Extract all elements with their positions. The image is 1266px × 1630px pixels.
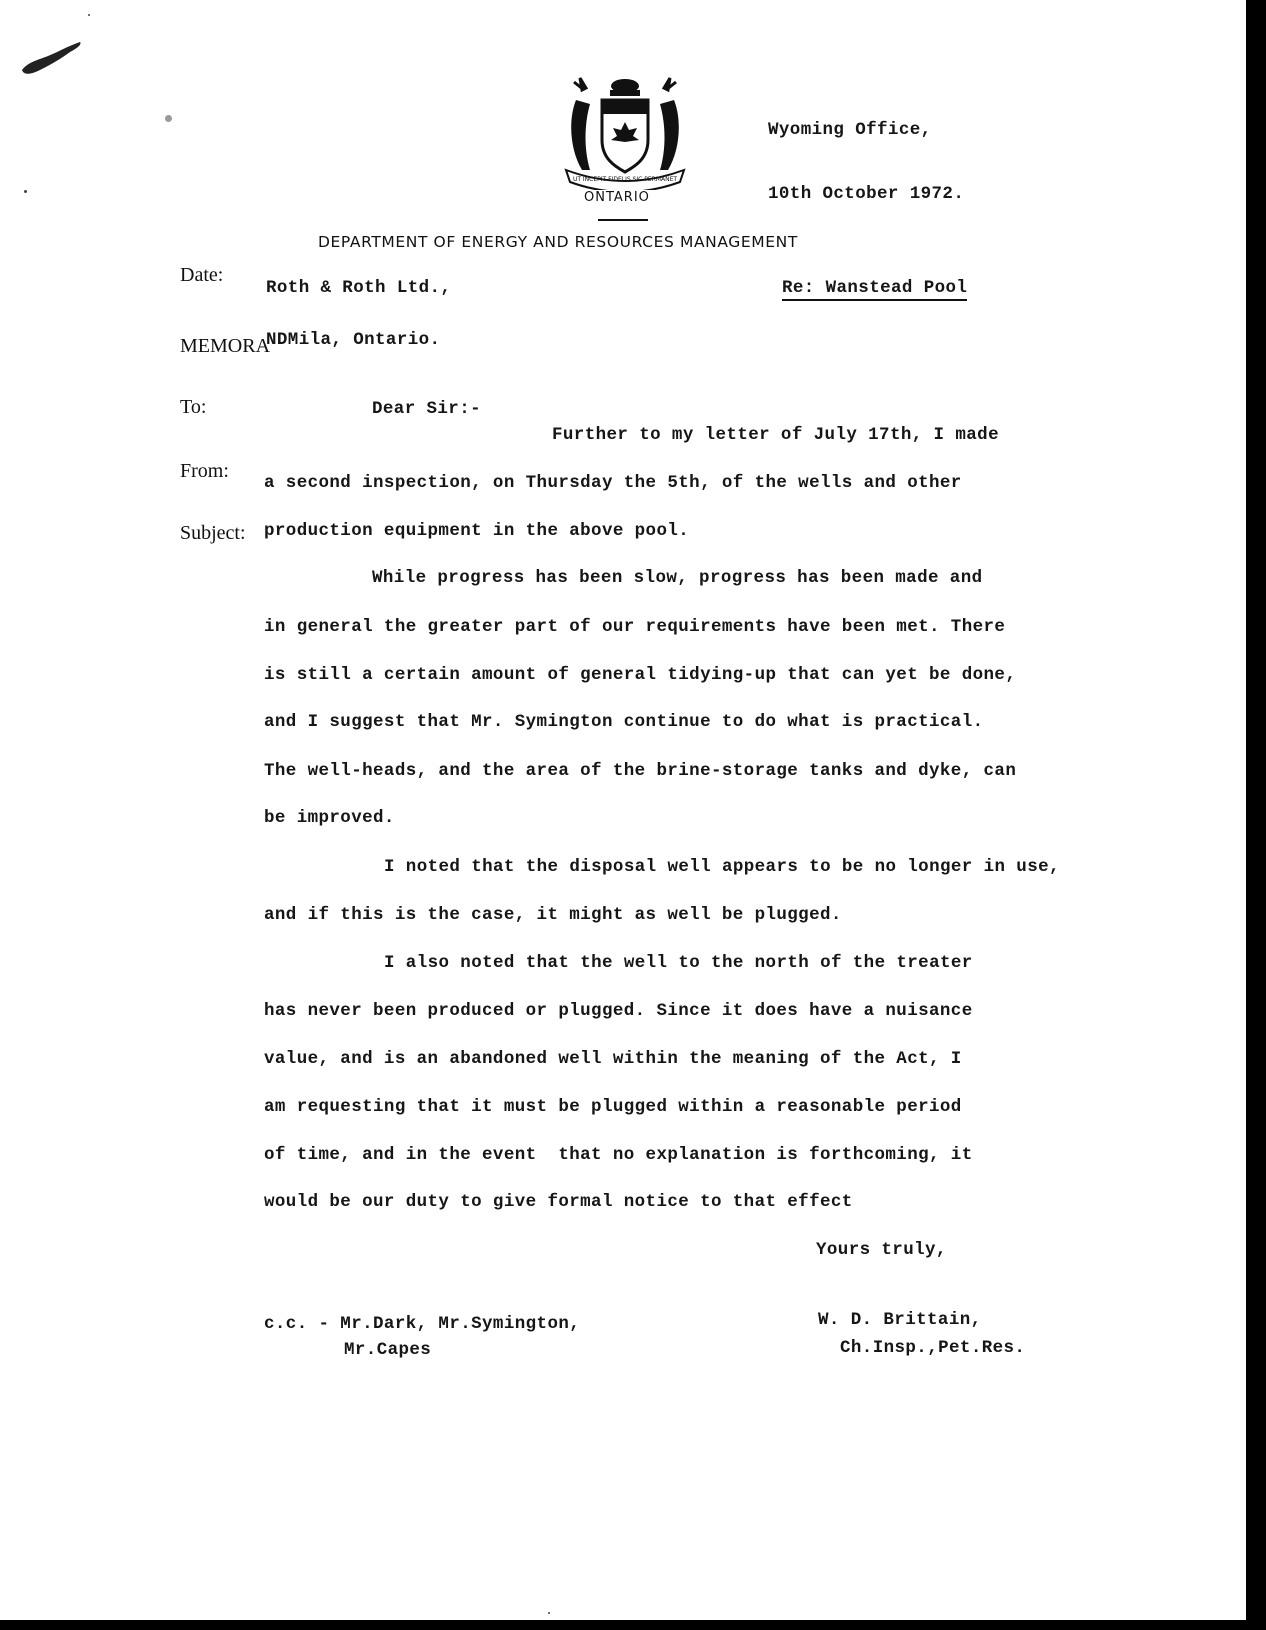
cc-line-2: Mr.Capes: [344, 1340, 432, 1360]
scan-border-bottom: [0, 1620, 1266, 1630]
body-line: Further to my letter of July 17th, I made: [552, 425, 999, 445]
letterhead-province: ONTARIO: [584, 190, 650, 205]
letterhead-rule: [598, 219, 648, 221]
ink-smudge: [18, 40, 88, 80]
subject-label: Subject:: [180, 522, 246, 544]
body-line: in general the greater part of our requirements have been met. There: [264, 617, 1006, 637]
body-line: would be our duty to give formal notice to that effect: [264, 1192, 853, 1212]
office-line: Wyoming Office,: [768, 120, 932, 140]
scan-speck: [548, 1612, 550, 1614]
signature-title: Ch.Insp.,Pet.Res.: [840, 1338, 1026, 1358]
salutation: Dear Sir:-: [372, 399, 482, 419]
body-line: The well-heads, and the area of the brine-storage tanks and dyke, can: [264, 761, 1017, 781]
body-line: is still a certain amount of general tidying-up that can yet be done,: [264, 665, 1017, 685]
body-line: am requesting that it must be plugged within a reasonable period: [264, 1097, 962, 1117]
scan-border-right: [1246, 0, 1266, 1630]
body-line: I noted that the disposal well appears to be no longer in use,: [384, 857, 1060, 877]
cc-line-1: c.c. - Mr.Dark, Mr.Symington,: [264, 1314, 581, 1334]
memorandum-label: MEMORA: [180, 335, 271, 357]
crest-motto: UT INCEPIT FIDELIS SIC PERMANET: [572, 176, 678, 183]
ontario-coat-of-arms-icon: [560, 70, 690, 190]
date-label: Date:: [180, 264, 224, 286]
signature-name: W. D. Brittain,: [818, 1310, 982, 1330]
scan-speck: [24, 190, 27, 193]
body-line: While progress has been slow, progress has been made and: [372, 568, 983, 588]
letter-date: 10th October 1972.: [768, 184, 965, 204]
scan-speck: [88, 14, 90, 16]
body-line: a second inspection, on Thursday the 5th, of the wells and other: [264, 473, 962, 493]
body-line: I also noted that the well to the north of the treater: [384, 953, 973, 973]
addressee-city: NDMila, Ontario.: [266, 330, 441, 350]
to-label: To:: [180, 396, 207, 418]
scan-speck: [165, 115, 172, 122]
body-line: and I suggest that Mr. Symington continue to do what is practical.: [264, 712, 984, 732]
body-line: production equipment in the above pool.: [264, 521, 690, 541]
body-line: value, and is an abandoned well within the meaning of the Act, I: [264, 1049, 962, 1069]
from-label: From:: [180, 460, 229, 482]
letterhead-department: DEPARTMENT OF ENERGY AND RESOURCES MANAGEMENT: [318, 233, 798, 251]
body-line: and if this is the case, it might as well be plugged.: [264, 905, 842, 925]
body-line: has never been produced or plugged. Since it does have a nuisance: [264, 1001, 973, 1021]
body-line: be improved.: [264, 808, 395, 828]
body-line: of time, and in the event that no explanation is forthcoming, it: [264, 1145, 973, 1165]
closing: Yours truly,: [816, 1240, 947, 1260]
reference-line: Re: Wanstead Pool: [782, 278, 967, 301]
addressee-name: Roth & Roth Ltd.,: [266, 278, 452, 298]
